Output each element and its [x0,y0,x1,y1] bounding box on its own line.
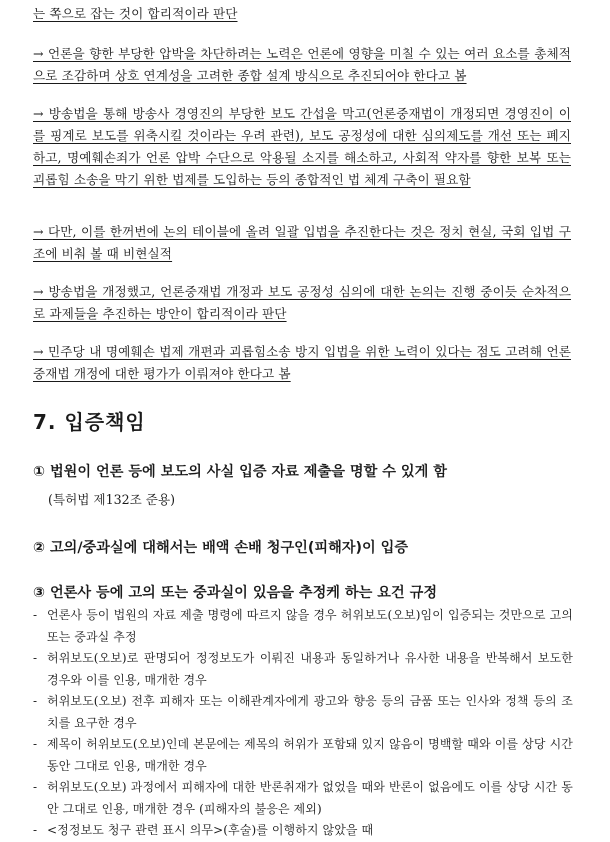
section-title: 7. 입증책임 [33,410,146,434]
item-2-heading: ② 고의/중과실에 대해서는 배액 손배 청구인(피해자)이 입증 [33,540,409,556]
arrow-paragraph-5: → 민주당 내 명예훼손 법제 개편과 괴롭힘소송 방지 입법을 위한 노력이 있다는 점도 고려해 언론중재법 개정에 대한 평가가 이뤄져야 한다고 봄 [33,344,571,381]
continued-line: 는 쪽으로 잡는 것이 합리적이라 판단 [33,6,238,21]
list-item: - <정정보도 청구 관련 표시 의무>(후술)를 이행하지 않았을 때 [33,820,573,842]
arrow-paragraph-2: → 방송법을 통해 방송사 경영진의 부당한 보도 간섭을 막고(언론중재법이 개정되면 경영진이 이를 핑계로 보도를 위축시킬 것이라는 우려 관련), 보도 공정성에 대한 심의제도를 개선 또는 폐지하고, 명예훼손죄가 언론 압박 수단으로 악용될 소지를 해소하고, 사회적 약자를 향한 보복 또는 괴롭힘 소송을 막기 위한 법제를 도입하는 등의 종합적인 법 체계 구축이 필요함 [33,106,571,187]
item-1-heading: ① 법원이 언론 등에 보도의 사실 입증 자료 제출을 명할 수 있게 함 [33,464,447,480]
requirement-list [33,605,573,842]
list-item: - 제목이 허위보도(오보)인데 본문에는 제목의 허위가 포함돼 있지 않음이 명백할 때와 이를 상당 시간 동안 그대로 인용, 매개한 경우 [33,734,573,777]
arrow-paragraph-3: → 다만, 이를 한꺼번에 논의 테이블에 올려 일괄 입법을 추진한다는 것은 정치 현실, 국회 입법 구조에 비춰 볼 때 비현실적 [33,224,571,261]
arrow-paragraph-4: → 방송법을 개정했고, 언론중재법 개정과 보도 공정성 심의에 대한 논의는 진행 중이듯 순차적으로 과제들을 추진하는 방안이 합리적이라 판단 [33,284,571,321]
list-item: - 허위보도(오보) 전후 피해자 또는 이해관계자에게 광고와 향응 등의 금품 또는 인사와 정책 등의 조치를 요구한 경우 [33,691,573,734]
list-item: - 허위보도(오보) 과정에서 피해자에 대한 반론취재가 없었을 때와 반론이 없음에도 이를 상당 시간 동안 그대로 인용, 매개한 경우 (피해자의 불응은 제외) [33,777,573,820]
list-item: - 언론사 등이 법원의 자료 제출 명령에 따르지 않을 경우 허위보도(오보)임이 입증되는 것만으로 고의 또는 중과실 추정 [33,605,573,648]
item-1-note: (특허법 제132조 준용) [48,492,176,507]
item-3-heading: ③ 언론사 등에 고의 또는 중과실이 있음을 추정케 하는 요건 규정 [33,585,438,601]
list-item: - 허위보도(오보)로 판명되어 정정보도가 이뤄진 내용과 동일하거나 유사한 내용을 반복해서 보도한 경우와 이를 인용, 매개한 경우 [33,648,573,691]
arrow-paragraph-1: → 언론을 향한 부당한 압박을 차단하려는 노력은 언론에 영향을 미칠 수 있는 여러 요소를 총체적으로 조감하며 상호 연계성을 고려한 종합 설계 방식으로 추진되어야 한다고 봄 [33,46,571,83]
